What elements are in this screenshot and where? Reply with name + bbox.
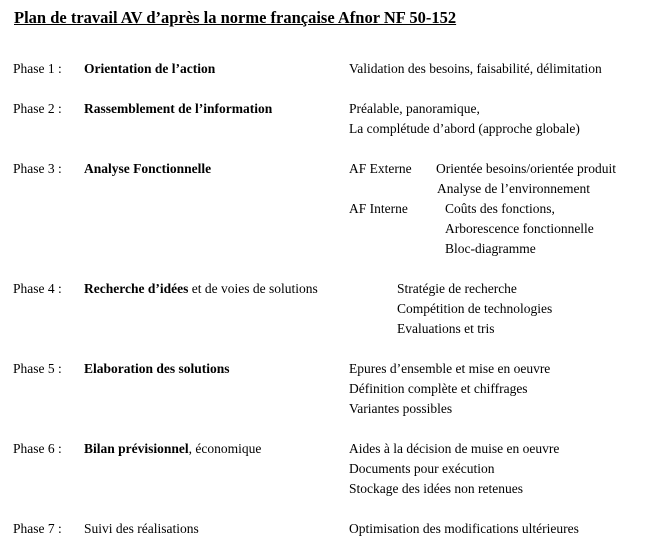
phase-7-detail-1: Optimisation des modifications ultérieures [349, 521, 579, 536]
phase-2-detail-2: La complétude d’abord (approche globale) [349, 121, 580, 136]
af-externe-item-1: Orientée besoins/orientée produit [436, 161, 616, 176]
phase-3-name: Analyse Fonctionnelle [84, 161, 212, 176]
af-interne-item-2: Arborescence fonctionnelle [445, 221, 594, 236]
phase-4-name [84, 279, 318, 299]
phase-1-detail-1: Validation des besoins, faisabilité, délimitation [349, 61, 602, 76]
phase-5-detail-3: Variantes possibles [349, 401, 453, 416]
phase-1-label: Phase 1 : [13, 61, 62, 76]
phase-6-detail-1: Aides à la décision de muise en oeuvre [349, 441, 560, 456]
af-interne-item-1: Coûts des fonctions, [445, 201, 555, 216]
phase-2-detail-1: Préalable, panoramique, [349, 101, 480, 116]
phase-6-detail-2: Documents pour exécution [349, 461, 495, 476]
document-title: Plan de travail AV d’après la norme française Afnor NF 50-152 [14, 8, 457, 27]
phase-5-detail-2: Définition complète et chiffrages [349, 381, 528, 396]
phase-7-name: Suivi des réalisations [84, 521, 199, 536]
phase-4-name-bold: Recherche d’idées [84, 281, 189, 296]
phase-6-name-rest: , économique [188, 441, 262, 456]
phase-1-name: Orientation de l’action [84, 61, 216, 76]
phase-5-label: Phase 5 : [13, 361, 62, 376]
phase-4-name-rest: et de voies de solutions [188, 281, 318, 296]
phase-6-name [84, 439, 261, 459]
phase-6-detail-3: Stockage des idées non retenues [349, 481, 523, 496]
phase-5-detail-1: Epures d’ensemble et mise en oeuvre [349, 361, 551, 376]
phase-4-detail-3: Evaluations et tris [397, 321, 495, 336]
phase-4-detail-2: Compétition de technologies [397, 301, 553, 316]
phase-7-label: Phase 7 : [13, 521, 62, 536]
phase-6-label: Phase 6 : [13, 441, 62, 456]
phase-4-label: Phase 4 : [13, 281, 62, 296]
phase-5-name: Elaboration des solutions [84, 361, 230, 376]
phase-4-detail-1: Stratégie de recherche [397, 281, 517, 296]
af-externe-item-2: Analyse de l’environnement [437, 181, 590, 196]
phase-2-name: Rassemblement de l’information [84, 101, 273, 116]
phase-2-label: Phase 2 : [13, 101, 62, 116]
phase-3-label: Phase 3 : [13, 161, 62, 176]
phase-6-name-bold: Bilan prévisionnel [84, 441, 189, 456]
af-interne-item-3: Bloc-diagramme [445, 241, 536, 256]
af-interne-label: AF Interne [349, 201, 408, 216]
af-externe-label: AF Externe [349, 161, 412, 176]
